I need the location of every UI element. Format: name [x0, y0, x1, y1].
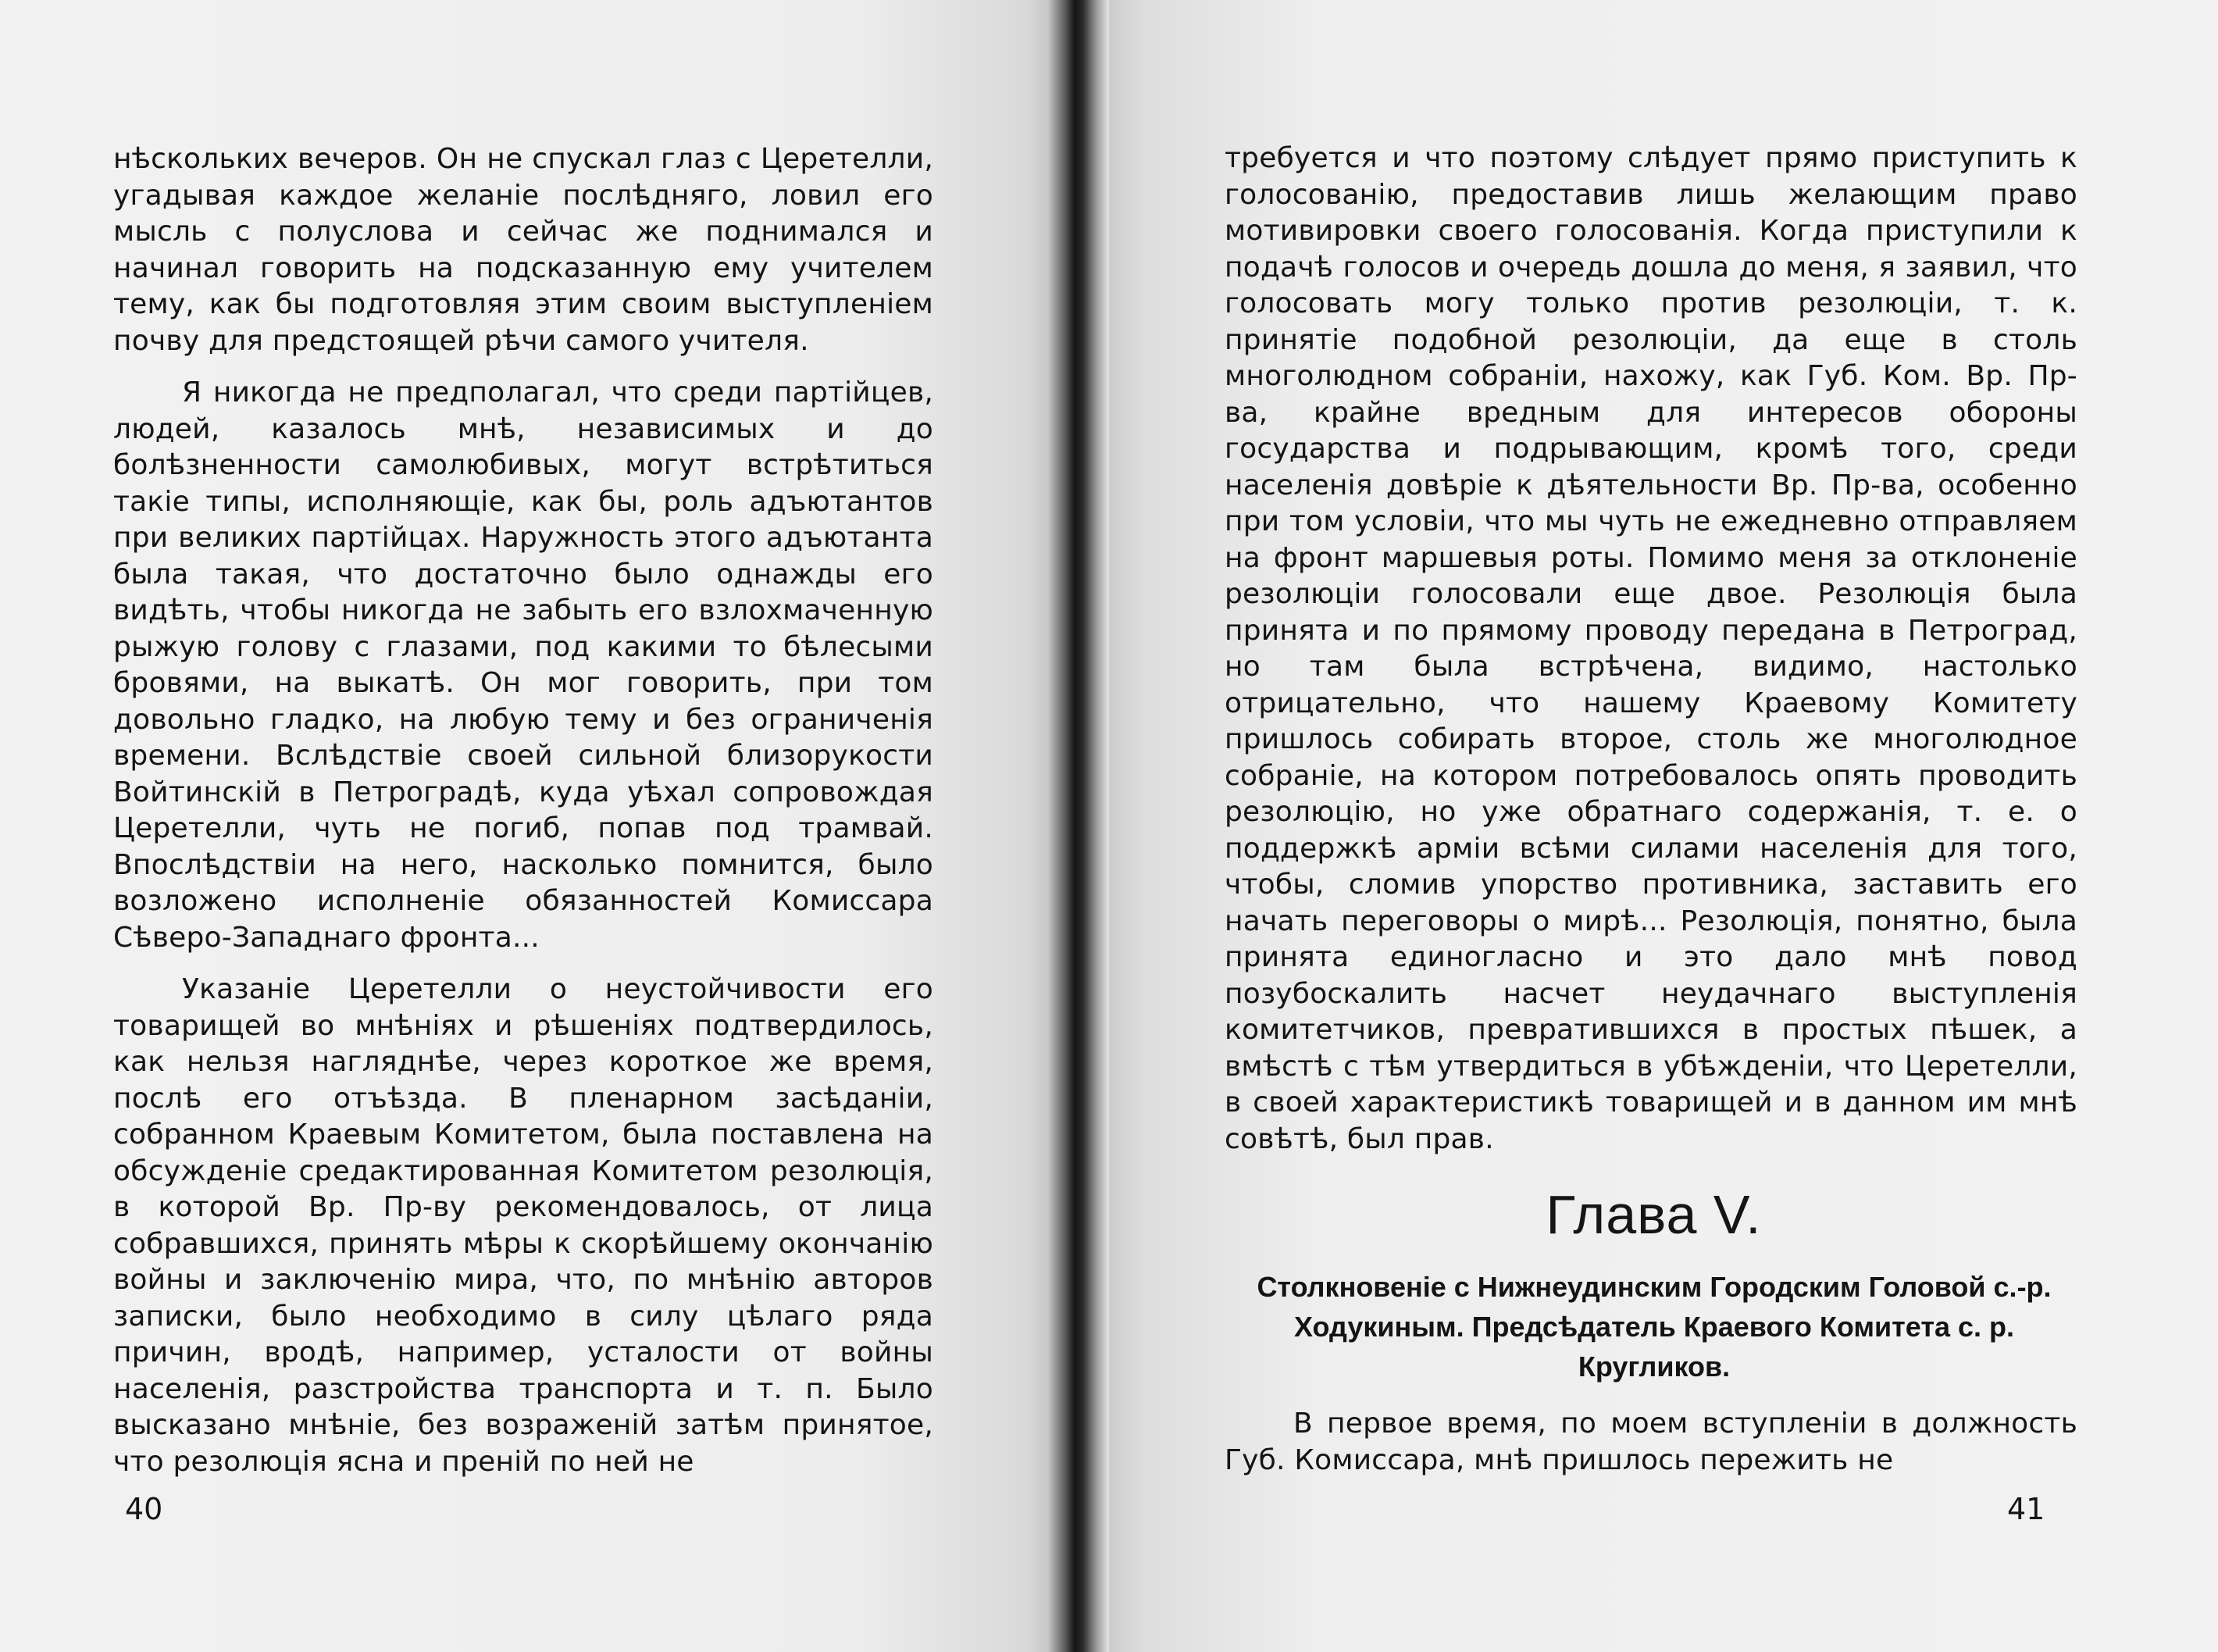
paragraph: В первое время, по моем вступленіи в должность Губ. Комиссара, мнѣ пришлось пережить не [1225, 1408, 2077, 1476]
chapter-opening-text [1225, 1406, 2077, 1479]
paragraph: требуется и что поэтому слѣдует прямо приступить к голосованію, предоставив лишь желающим право мотивировки своего голосованія. Когда приступили к подачѣ голосов и очередь дошла до меня, я заявил, что голосовать могу только против резолюціи, т. к. принятіе подобной резолюціи, да еще в столь многолюдном собраніи, нахожу, как Губ. Ком. Вр. Пр-ва, крайне вредным для интересов обороны государства и подрывающим, кромѣ того, среди населенія довѣріе к дѣятельности Вр. Пр-ва, особенно при том условіи, что мы чуть не ежедневно отправляем на фронт маршевыя роты. Помимо меня за отклоненіе резолюціи голосовали еще двое. Резолюція была принята и по прямому проводу передана в Петроград, но там была встрѣчена, видимо, настолько отрицательно, что нашему Краевому Комитету пришлось собирать второе, столь же многолюдное собраніе, на котором потребовалось опять проводить резолюцію, но уже обратнаго содержанія, т. е. о поддержкѣ арміи всѣми силами населенія для того, чтобы, сломив упорство противника, заставить его начать переговоры о мирѣ... Резолюція, понятно, была принята единогласно и это дало мнѣ повод позубоскалить насчет неудачнаго выступленія комитетчиков, превратившихся в простых пѣшек, а вмѣстѣ с тѣм утвердиться в убѣжденіи, что Церетелли, в своей характеристикѣ товарищей и в данном им мнѣ совѣтѣ, был прав. [1225, 142, 2077, 1155]
page-number-right: 41 [2007, 1492, 2045, 1526]
book-gutter [1047, 0, 1109, 1652]
chapter-title: Глава V. [1546, 1184, 1762, 1245]
paragraph: Я никогда не предполагал, что среди партійцев, людей, казалось мнѣ, независимых и до болѣзненности самолюбивых, могут встрѣтиться такіе типы, исполняющіе, как бы, роль адъютантов при великих партійцах. Наружность этого адъютанта была такая, что достаточно было однажды его видѣть, чтобы никогда не забыть его взлохмаченную рыжую голову с глазами, под какими то бѣлесыми бровями, на выкатѣ. Он мог говорить, при том довольно гладко, на любую тему и без ограниченія времени. Вслѣдствіе своей сильной близорукости Войтинскій в Петроградѣ, куда уѣхал сопровождая Церетелли, чуть не погиб, попав под трамвай. Впослѣдствіи на него, насколько помнится, было возложено исполненіе обязанностей Комиссара Сѣверо-Западнаго фронта... [113, 376, 933, 954]
right-page-text [1225, 141, 2077, 1158]
left-page-text [113, 141, 933, 1480]
chapter-subtitle: Столкновеніе с Нижнеудинским Городским Головой с.-р. Ходукиным. Предсѣдатель Краевого Комитета с. р. Кругликов. [1257, 1271, 2052, 1383]
paragraph: нѣскольких вечеров. Он не спускал глаз с Церетелли, угадывая каждое желаніе послѣдняго, ловил его мысль с полуслова и сейчас же поднимался и начинал говорить на подсказанную ему учителем тему, как бы подготовляя этим своим выступленіем почву для предстоящей рѣчи самого учителя. [113, 143, 933, 357]
paragraph: Указаніе Церетелли о неустойчивости его товарищей во мнѣніях и рѣшеніях подтвердилось, как нельзя нагляднѣе, через короткое же время, послѣ его отъѣзда. В пленарном засѣданіи, собранном Краевым Комитетом, была поставлена на обсужденіе средактированная Комитетом резолюція, в которой Вр. Пр-ву рекомендовалось, от лица собравшихся, принять мѣры к скорѣйшему окончанію войны и заключенію мира, что, по мнѣнію авторов записки, было необходимо в силу цѣлаго ряда причин, вродѣ, например, усталости от войны населенія, разстройства транспорта и т. п. Было высказано мнѣніе, без возраженій затѣм принятое, что резолюція ясна и преній по ней не [113, 973, 933, 1478]
page-number-left: 40 [125, 1492, 163, 1526]
right-page [1089, 0, 2218, 1652]
left-page [0, 0, 1070, 1652]
